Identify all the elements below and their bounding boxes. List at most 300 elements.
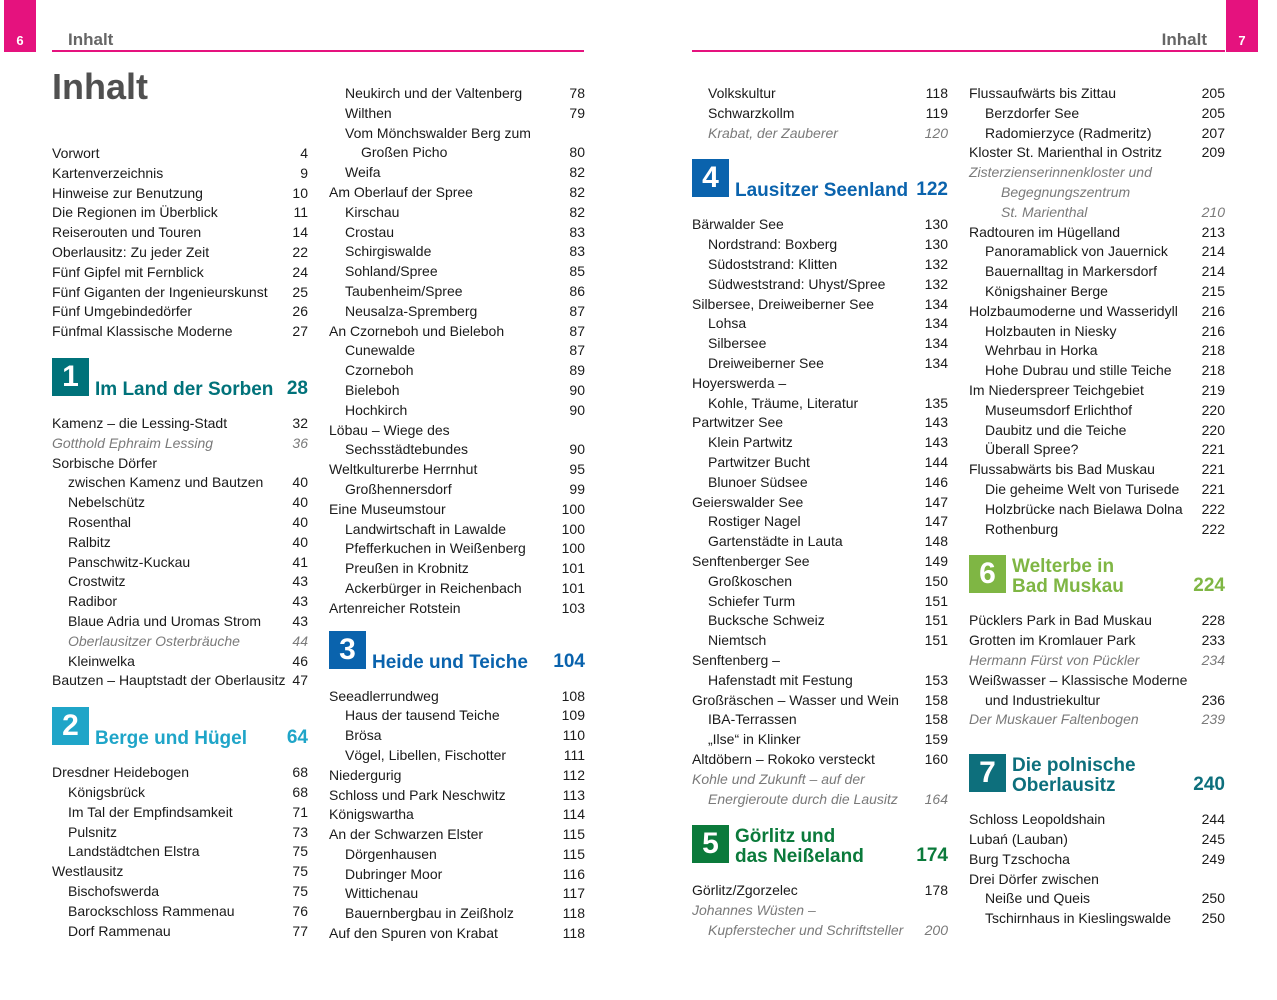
toc-entry bbox=[329, 203, 585, 223]
toc-entry-page: 222 bbox=[1201, 520, 1225, 537]
toc-entry bbox=[969, 611, 1225, 631]
toc-entry-title: Daubitz und die Teiche bbox=[985, 421, 1127, 438]
toc-entry bbox=[692, 215, 948, 235]
toc-entry-page: 236 bbox=[1201, 691, 1225, 708]
toc-entry-page: 110 bbox=[562, 727, 585, 744]
toc-entry-page: 135 bbox=[924, 394, 948, 411]
toc-entry-title: Im Niederspreer Teichgebiet bbox=[969, 381, 1144, 398]
toc-entry bbox=[692, 921, 948, 941]
toc-entry-page: 89 bbox=[569, 362, 585, 379]
toc-entry bbox=[692, 552, 948, 572]
toc-entry-title: Burg Tzschocha bbox=[969, 850, 1070, 867]
toc-entry bbox=[969, 282, 1225, 302]
toc-entry bbox=[692, 354, 948, 374]
toc-entry bbox=[329, 143, 585, 163]
toc-entry-title: Preußen in Krobnitz bbox=[345, 560, 469, 577]
toc-entry-title: Klein Partwitz bbox=[708, 434, 793, 451]
toc-entry bbox=[329, 242, 585, 262]
toc-entry bbox=[52, 572, 308, 592]
toc-entry-page: 101 bbox=[561, 579, 585, 596]
toc-entry-page: 99 bbox=[569, 480, 585, 497]
toc-entry-page: 216 bbox=[1201, 302, 1225, 319]
toc-entry-title: Hinweise zur Benutzung bbox=[52, 184, 203, 201]
toc-entry bbox=[52, 862, 308, 882]
toc-entry-title: Weißwasser – Klassische Moderne bbox=[969, 671, 1188, 688]
toc-group-section-7 bbox=[969, 810, 1225, 929]
toc-entry bbox=[969, 381, 1225, 401]
section-number-badge: 4 bbox=[692, 159, 729, 197]
toc-entry bbox=[692, 433, 948, 453]
toc-entry-title: Überall Spree? bbox=[985, 441, 1079, 458]
toc-entry bbox=[692, 255, 948, 275]
toc-entry-title: Gotthold Ephraim Lessing bbox=[52, 434, 214, 451]
section-page: 174 bbox=[916, 845, 948, 867]
toc-entry bbox=[692, 671, 948, 691]
toc-entry bbox=[52, 302, 308, 322]
toc-group-section-6 bbox=[969, 611, 1225, 730]
toc-column-2 bbox=[329, 84, 585, 944]
toc-entry-title: Czorneboh bbox=[345, 362, 414, 379]
toc-entry-page: 41 bbox=[292, 553, 308, 570]
toc-entry-title: Kohle und Zukunft – auf der bbox=[692, 770, 865, 787]
toc-entry-page: 164 bbox=[924, 790, 948, 807]
toc-entry-page: 90 bbox=[569, 401, 585, 418]
toc-entry bbox=[969, 710, 1225, 730]
toc-entry-page: 116 bbox=[562, 865, 585, 882]
toc-entry bbox=[329, 124, 585, 144]
page-number-left: 6 bbox=[16, 33, 24, 48]
toc-entry-page: 151 bbox=[924, 592, 948, 609]
toc-entry-title: Bieleboh bbox=[345, 381, 400, 398]
toc-entry bbox=[329, 687, 585, 707]
toc-entry-page: 117 bbox=[562, 885, 585, 902]
toc-entry bbox=[52, 322, 308, 342]
section-title-line-1: Görlitz und bbox=[735, 826, 836, 848]
section-title bbox=[1012, 756, 1136, 796]
toc-entry-page: 209 bbox=[1201, 144, 1225, 161]
toc-entry bbox=[52, 164, 308, 184]
toc-entry bbox=[52, 144, 308, 164]
toc-entry bbox=[52, 632, 308, 652]
toc-entry bbox=[969, 322, 1225, 342]
toc-entry-page: 200 bbox=[924, 921, 948, 938]
toc-entry-title: Volkskultur bbox=[708, 85, 776, 101]
toc-entry bbox=[969, 223, 1225, 243]
toc-entry-page: 249 bbox=[1201, 850, 1225, 867]
toc-entry-title: Panschwitz-Kuckau bbox=[68, 553, 191, 570]
toc-entry-page: 215 bbox=[1201, 282, 1225, 299]
toc-column-1 bbox=[52, 144, 308, 941]
toc-entry-title: Blaue Adria und Uromas Strom bbox=[68, 612, 261, 629]
toc-entry-title: Kohle, Träume, Literatur bbox=[708, 394, 859, 411]
toc-entry bbox=[52, 414, 308, 434]
toc-entry-page: 43 bbox=[292, 593, 308, 610]
toc-entry-title: Hohe Dubrau und stille Teiche bbox=[985, 362, 1172, 379]
toc-entry-page: 100 bbox=[561, 540, 585, 557]
toc-entry-page: 75 bbox=[292, 843, 308, 860]
toc-entry-title: Holzbaumoderne und Wasseridyll bbox=[969, 302, 1178, 319]
toc-entry-page: 146 bbox=[924, 473, 948, 490]
toc-entry-page: 40 bbox=[292, 474, 308, 491]
toc-entry bbox=[692, 84, 948, 104]
toc-entry-title: Pulsnitz bbox=[68, 823, 118, 840]
toc-entry-page: 14 bbox=[292, 224, 308, 241]
section-title: Berge und Hügel bbox=[95, 728, 248, 750]
toc-entry-title: Zisterzienserinnenkloster und bbox=[969, 164, 1152, 181]
toc-entry-title: Geierswalder See bbox=[692, 493, 804, 510]
toc-entry-title: Großen Picho bbox=[361, 144, 448, 161]
toc-entry bbox=[329, 341, 585, 361]
toc-entry bbox=[692, 295, 948, 315]
toc-entry-title: Crostwitz bbox=[68, 573, 126, 590]
toc-entry-page: 75 bbox=[292, 863, 308, 880]
toc-entry-title: Flussaufwärts bis Zittau bbox=[969, 85, 1117, 101]
toc-entry-title: Museumsdorf Erlichthof bbox=[985, 401, 1133, 418]
toc-entry-page: 77 bbox=[292, 922, 308, 939]
toc-entry-title: Energieroute durch die Lausitz bbox=[708, 790, 898, 807]
toc-entry-page: 103 bbox=[561, 599, 585, 616]
toc-entry bbox=[692, 275, 948, 295]
toc-entry-page: 24 bbox=[292, 263, 308, 280]
toc-entry-title: Brösa bbox=[345, 727, 382, 744]
toc-entry-page: 87 bbox=[569, 322, 585, 339]
page-number-tab-left bbox=[4, 0, 36, 52]
toc-entry bbox=[692, 631, 948, 651]
toc-entry-page: 100 bbox=[561, 500, 585, 517]
toc-entry-title: Bärwalder See bbox=[692, 216, 784, 233]
toc-entry-title: Kloster St. Marienthal in Ostritz bbox=[969, 144, 1162, 161]
toc-entry bbox=[329, 361, 585, 381]
toc-entry-page: 27 bbox=[292, 323, 308, 340]
section-number-badge: 1 bbox=[52, 358, 89, 396]
toc-entry bbox=[329, 706, 585, 726]
toc-entry-title: St. Marienthal bbox=[1001, 203, 1088, 220]
toc-entry-page: 11 bbox=[293, 204, 308, 221]
toc-entry-page: 112 bbox=[562, 766, 585, 783]
section-page: 28 bbox=[286, 377, 308, 399]
toc-entry-page: 205 bbox=[1201, 85, 1225, 101]
toc-entry-page: 218 bbox=[1201, 362, 1225, 379]
toc-entry bbox=[329, 440, 585, 460]
toc-entry-title: Pfefferkuchen in Weißenberg bbox=[345, 540, 526, 557]
toc-entry-page: 120 bbox=[924, 124, 948, 141]
toc-entry bbox=[692, 413, 948, 433]
toc-entry bbox=[329, 381, 585, 401]
toc-entry bbox=[692, 592, 948, 612]
toc-entry-page: 40 bbox=[292, 513, 308, 530]
toc-entry-page: 73 bbox=[292, 823, 308, 840]
toc-entry-page: 44 bbox=[292, 632, 308, 649]
toc-entry bbox=[52, 263, 308, 283]
toc-entry bbox=[969, 850, 1225, 870]
toc-entry-page: 221 bbox=[1201, 480, 1225, 497]
section-page: 240 bbox=[1193, 774, 1225, 796]
toc-entry bbox=[52, 184, 308, 204]
toc-entry-page: 234 bbox=[1201, 651, 1225, 668]
toc-entry-page: 153 bbox=[924, 671, 948, 688]
toc-entry-title: Lohsa bbox=[708, 315, 747, 332]
toc-entry bbox=[969, 830, 1225, 850]
toc-entry-page: 36 bbox=[292, 434, 308, 451]
toc-entry bbox=[329, 500, 585, 520]
section-header-1 bbox=[52, 358, 308, 398]
toc-entry-title: Großhennersdorf bbox=[345, 480, 452, 497]
toc-entry-title: Dörgenhausen bbox=[345, 845, 437, 862]
toc-entry bbox=[692, 104, 948, 124]
toc-entry-page: 32 bbox=[292, 414, 308, 431]
toc-entry bbox=[52, 803, 308, 823]
toc-entry bbox=[329, 282, 585, 302]
toc-entry-title: Kupferstecher und Schriftsteller bbox=[708, 921, 904, 938]
toc-entry bbox=[52, 763, 308, 783]
toc-entry-title: Fünf Umgebindedörfer bbox=[52, 303, 193, 320]
toc-entry-title: Am Oberlauf der Spree bbox=[329, 183, 473, 200]
toc-entry-title: Landstädtchen Elstra bbox=[68, 843, 200, 860]
toc-entry-page: 40 bbox=[292, 494, 308, 511]
toc-entry bbox=[52, 652, 308, 672]
toc-entry-page: 222 bbox=[1201, 500, 1225, 517]
toc-entry bbox=[329, 924, 585, 944]
toc-entry-page: 159 bbox=[924, 731, 948, 748]
toc-group-section-1 bbox=[52, 414, 308, 691]
toc-entry-title: Ackerbürger in Reichenbach bbox=[345, 579, 522, 596]
toc-entry-page: 80 bbox=[569, 144, 585, 161]
toc-entry-page: 68 bbox=[292, 783, 308, 800]
toc-entry-title: Hoyerswerda – bbox=[692, 374, 787, 391]
toc-entry bbox=[969, 651, 1225, 671]
toc-entry bbox=[969, 203, 1225, 223]
toc-group-section-5 bbox=[692, 881, 948, 940]
toc-entry bbox=[969, 163, 1225, 183]
section-title-line-1: Welterbe in bbox=[1012, 556, 1115, 578]
toc-entry-title: Neiße und Queis bbox=[985, 890, 1091, 907]
section-number-badge: 2 bbox=[52, 707, 89, 745]
toc-entry bbox=[692, 512, 948, 532]
toc-entry-page: 76 bbox=[292, 902, 308, 919]
toc-entry-title: Artenreicher Rotstein bbox=[329, 599, 461, 616]
toc-group-continued bbox=[969, 84, 1225, 539]
toc-entry-title: Wittichenau bbox=[345, 885, 419, 902]
toc-group-continued bbox=[692, 84, 948, 143]
toc-entry-title: Großräschen – Wasser und Wein bbox=[692, 691, 899, 708]
toc-entry-title: Wehrbau in Horka bbox=[985, 342, 1098, 359]
toc-entry bbox=[969, 124, 1225, 144]
toc-entry bbox=[329, 104, 585, 124]
toc-entry-title: Fünf Gipfel mit Fernblick bbox=[52, 263, 204, 280]
toc-entry bbox=[52, 902, 308, 922]
toc-entry bbox=[329, 163, 585, 183]
toc-entry-title: Grotten im Kromlauer Park bbox=[969, 632, 1136, 649]
toc-entry bbox=[329, 766, 585, 786]
toc-entry-title: Südweststrand: Uhyst/Spree bbox=[708, 275, 886, 292]
toc-entry-title: Westlausitz bbox=[52, 863, 124, 880]
toc-entry bbox=[692, 881, 948, 901]
toc-entry-title: Im Tal der Empfindsamkeit bbox=[68, 803, 233, 820]
toc-entry-page: 130 bbox=[924, 236, 948, 253]
page-number-tab-right bbox=[1226, 0, 1258, 52]
section-title: Lausitzer Seenland bbox=[735, 180, 909, 202]
toc-entry-page: 90 bbox=[569, 381, 585, 398]
toc-entry-title: Hafenstadt mit Festung bbox=[708, 671, 853, 688]
toc-entry bbox=[969, 242, 1225, 262]
toc-entry bbox=[969, 691, 1225, 711]
toc-entry-title: Vom Mönchswalder Berg zum bbox=[345, 124, 531, 141]
toc-entry bbox=[969, 104, 1225, 124]
toc-entry bbox=[969, 84, 1225, 104]
toc-entry-title: IBA-Terrassen bbox=[708, 711, 797, 728]
toc-entry bbox=[52, 922, 308, 942]
section-number-badge: 7 bbox=[969, 754, 1006, 792]
toc-entry-page: 147 bbox=[924, 513, 948, 530]
toc-entry-page: 134 bbox=[924, 335, 948, 352]
toc-entry bbox=[969, 361, 1225, 381]
toc-entry bbox=[329, 746, 585, 766]
toc-entry-title: Rosenthal bbox=[68, 513, 132, 530]
toc-entry-title: zwischen Kamenz und Bautzen bbox=[68, 474, 264, 491]
toc-entry-title: Schirgiswalde bbox=[345, 243, 432, 260]
toc-entry bbox=[52, 283, 308, 303]
toc-entry bbox=[969, 143, 1225, 163]
toc-entry bbox=[692, 770, 948, 790]
toc-entry-page: 43 bbox=[292, 612, 308, 629]
toc-entry-page: 119 bbox=[925, 104, 948, 121]
toc-entry bbox=[52, 513, 308, 533]
toc-entry-page: 228 bbox=[1201, 612, 1225, 629]
toc-entry bbox=[692, 394, 948, 414]
toc-entry bbox=[329, 322, 585, 342]
toc-entry-title: Barockschloss Rammenau bbox=[68, 902, 235, 919]
toc-entry-title: Oberlausitz: Zu jeder Zeit bbox=[52, 243, 210, 260]
toc-entry-page: 85 bbox=[569, 263, 585, 280]
toc-entry-page: 221 bbox=[1201, 461, 1225, 478]
toc-entry-page: 207 bbox=[1201, 124, 1225, 141]
toc-entry bbox=[52, 671, 308, 691]
toc-entry-title: Reiserouten und Touren bbox=[52, 224, 202, 241]
toc-entry-title: Königsbrück bbox=[68, 783, 146, 800]
toc-entry-title: Fünf Giganten der Ingenieurskunst bbox=[52, 283, 268, 300]
toc-entry-title: Kleinwelka bbox=[68, 652, 135, 669]
toc-entry-page: 178 bbox=[924, 882, 948, 899]
toc-entry-title: Weifa bbox=[345, 164, 381, 181]
toc-group-section-3 bbox=[329, 687, 585, 944]
toc-entry-page: 213 bbox=[1201, 223, 1225, 240]
toc-entry-page: 118 bbox=[925, 85, 948, 101]
toc-entry bbox=[692, 901, 948, 921]
page-title: Inhalt bbox=[52, 66, 148, 107]
toc-entry-page: 47 bbox=[292, 672, 308, 689]
toc-entry-title: Radomierzyce (Radmeritz) bbox=[985, 124, 1152, 141]
toc-entry-page: 100 bbox=[561, 520, 585, 537]
toc-entry-page: 158 bbox=[924, 711, 948, 728]
section-title: Heide und Teiche bbox=[372, 651, 528, 673]
toc-entry bbox=[692, 532, 948, 552]
toc-entry-page: 25 bbox=[292, 283, 308, 300]
toc-entry-page: 82 bbox=[569, 203, 585, 220]
toc-entry bbox=[969, 520, 1225, 540]
toc-entry bbox=[329, 520, 585, 540]
toc-entry bbox=[52, 223, 308, 243]
toc-entry-title: Flussabwärts bis Bad Muskau bbox=[969, 461, 1155, 478]
toc-entry bbox=[969, 460, 1225, 480]
toc-entry bbox=[329, 884, 585, 904]
section-title-line-2: Oberlausitz bbox=[1012, 775, 1116, 797]
section-header-2 bbox=[52, 707, 308, 750]
toc-entry-page: 108 bbox=[561, 687, 585, 704]
toc-entry-title: Krabat, der Zauberer bbox=[708, 124, 838, 141]
toc-entry-title: Panoramablick von Jauernick bbox=[985, 243, 1168, 260]
toc-entry-page: 83 bbox=[569, 243, 585, 260]
toc-entry bbox=[969, 262, 1225, 282]
toc-entry bbox=[52, 473, 308, 493]
toc-entry bbox=[969, 909, 1225, 929]
section-title bbox=[1012, 557, 1124, 597]
toc-entry-title: Drei Dörfer zwischen bbox=[969, 870, 1099, 887]
toc-entry-page: 239 bbox=[1201, 711, 1225, 728]
toc-entry-title: Bauernbergbau in Zeißholz bbox=[345, 905, 514, 922]
toc-entry bbox=[52, 533, 308, 553]
toc-entry bbox=[969, 870, 1225, 890]
toc-entry bbox=[692, 374, 948, 394]
toc-entry-page: 43 bbox=[292, 573, 308, 590]
toc-entry-title: Auf den Spuren von Krabat bbox=[329, 925, 498, 942]
toc-entry bbox=[969, 183, 1225, 203]
running-header-right: Inhalt bbox=[1161, 30, 1207, 49]
toc-entry bbox=[52, 243, 308, 263]
toc-entry-title: Bautzen – Hauptstadt der Oberlausitz bbox=[52, 672, 286, 689]
toc-entry-title: Radibor bbox=[68, 593, 118, 610]
toc-entry-title: Königswartha bbox=[329, 806, 414, 823]
toc-entry-page: 210 bbox=[1201, 203, 1225, 220]
toc-entry-title: Holzbrücke nach Bielawa Dolna bbox=[985, 500, 1183, 517]
toc-entry-title: An der Schwarzen Elster bbox=[329, 826, 484, 843]
toc-entry-title: Senftenberg – bbox=[692, 651, 780, 668]
toc-entry-page: 216 bbox=[1201, 322, 1225, 339]
toc-entry-title: Kamenz – die Lessing-Stadt bbox=[52, 414, 228, 431]
toc-entry-title: Görlitz/Zgorzelec bbox=[692, 882, 798, 899]
toc-entry-page: 134 bbox=[924, 295, 948, 312]
toc-entry-title: Wilthen bbox=[345, 104, 392, 121]
section-header-4 bbox=[692, 159, 948, 202]
toc-entry bbox=[969, 440, 1225, 460]
toc-entry-page: 83 bbox=[569, 223, 585, 240]
toc-entry-title: Ralbitz bbox=[68, 533, 111, 550]
toc-entry bbox=[969, 341, 1225, 361]
toc-entry-page: 26 bbox=[292, 303, 308, 320]
section-header-6 bbox=[969, 555, 1225, 598]
toc-entry bbox=[692, 750, 948, 770]
toc-entry-page: 244 bbox=[1201, 811, 1225, 828]
toc-entry-title: Cunewalde bbox=[345, 342, 416, 359]
toc-entry-page: 95 bbox=[569, 461, 585, 478]
toc-entry-page: 221 bbox=[1201, 441, 1225, 458]
toc-entry-page: 219 bbox=[1201, 381, 1225, 398]
toc-entry-page: 10 bbox=[292, 184, 308, 201]
toc-entry bbox=[52, 842, 308, 862]
toc-entry bbox=[969, 421, 1225, 441]
section-header-3 bbox=[329, 631, 585, 671]
toc-entry-title: Vorwort bbox=[52, 145, 100, 161]
toc-entry bbox=[52, 454, 308, 474]
header-rule-left bbox=[52, 50, 584, 52]
toc-entry-title: Berzdorfer See bbox=[985, 104, 1080, 121]
toc-entry-page: 158 bbox=[924, 691, 948, 708]
toc-entry bbox=[692, 453, 948, 473]
toc-entry-title: Vögel, Libellen, Fischotter bbox=[345, 746, 507, 763]
toc-entry bbox=[329, 480, 585, 500]
toc-entry bbox=[52, 592, 308, 612]
toc-entry-title: Bucksche Schweiz bbox=[708, 612, 825, 629]
toc-entry bbox=[692, 790, 948, 810]
